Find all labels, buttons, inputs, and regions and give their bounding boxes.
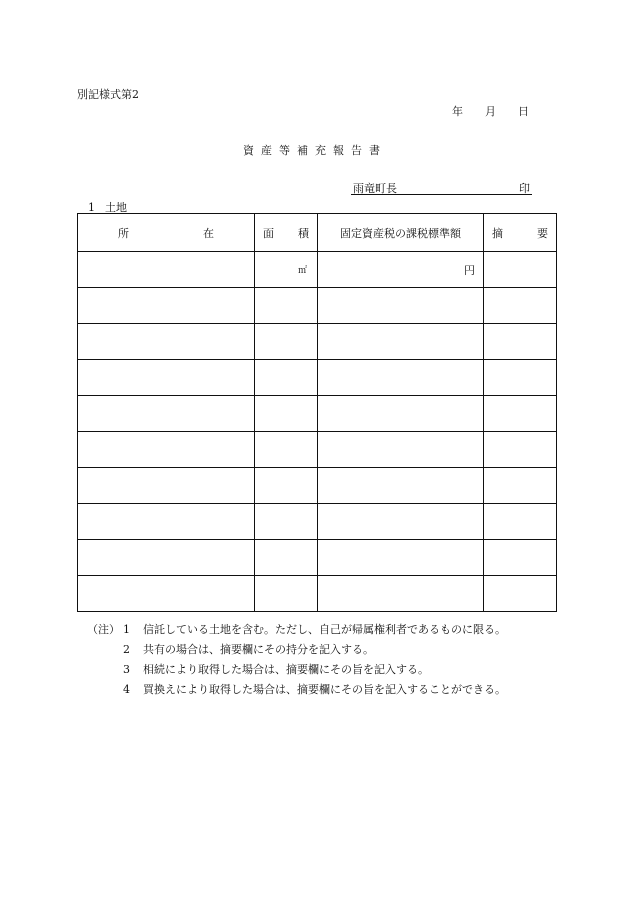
remarks-cell[interactable] <box>484 252 557 288</box>
remarks-cell[interactable] <box>484 576 557 612</box>
notes-section <box>87 620 506 700</box>
location-cell[interactable] <box>78 252 255 288</box>
location-cell[interactable] <box>78 396 255 432</box>
note-item <box>87 680 506 700</box>
remarks-cell[interactable] <box>484 324 557 360</box>
note-text: 相続により取得した場合は、摘要欄にその旨を記入する。 <box>143 663 429 676</box>
table-row <box>78 324 557 360</box>
remarks-cell[interactable] <box>484 360 557 396</box>
form-identifier: 別記様式第2 <box>77 88 139 101</box>
tax-value-cell[interactable] <box>318 540 484 576</box>
table-row <box>78 468 557 504</box>
note-text: 共有の場合は、摘要欄にその持分を記入する。 <box>143 643 374 656</box>
tax-value-cell[interactable] <box>318 504 484 540</box>
remarks-cell[interactable] <box>484 504 557 540</box>
header-tax-value: 固定資産税の課税標準額 <box>318 214 484 252</box>
tax-value-cell[interactable] <box>318 360 484 396</box>
date-line <box>452 103 529 119</box>
location-cell[interactable] <box>78 576 255 612</box>
note-number: 2 <box>123 643 130 656</box>
location-cell[interactable] <box>78 324 255 360</box>
note-item <box>87 620 506 640</box>
tax-value-cell[interactable] <box>318 252 484 288</box>
header-remarks <box>484 214 557 252</box>
header-remarks-part1: 摘 <box>492 226 503 240</box>
section-number: 1 <box>88 201 95 214</box>
table-row <box>78 432 557 468</box>
area-unit: ㎡ <box>297 266 307 276</box>
table-row <box>78 576 557 612</box>
table-row <box>78 288 557 324</box>
location-cell[interactable] <box>78 540 255 576</box>
table-row <box>78 360 557 396</box>
note-number: 4 <box>123 683 130 696</box>
remarks-cell[interactable] <box>484 468 557 504</box>
note-item <box>87 660 506 680</box>
tax-value-cell[interactable] <box>318 396 484 432</box>
note-text: 買換えにより取得した場合は、摘要欄にその旨を記入することができる。 <box>143 683 506 696</box>
note-item <box>87 640 506 660</box>
recipient-name: 雨竜町長 <box>353 182 397 195</box>
recipient-line <box>351 180 532 195</box>
remarks-cell[interactable] <box>484 432 557 468</box>
remarks-cell[interactable] <box>484 540 557 576</box>
area-cell[interactable] <box>255 324 318 360</box>
document-title: 資産等補充報告書 <box>243 144 387 157</box>
header-location <box>78 214 255 252</box>
location-cell[interactable] <box>78 468 255 504</box>
notes-label: （注） <box>87 623 120 636</box>
tax-value-cell[interactable] <box>318 432 484 468</box>
location-cell[interactable] <box>78 504 255 540</box>
area-cell[interactable] <box>255 468 318 504</box>
table-row <box>78 540 557 576</box>
remarks-cell[interactable] <box>484 396 557 432</box>
seal-mark: 印 <box>519 182 530 195</box>
tax-value-cell[interactable] <box>318 324 484 360</box>
note-number: 3 <box>123 663 130 676</box>
area-cell[interactable] <box>255 288 318 324</box>
table-row <box>78 504 557 540</box>
note-text: 信託している土地を含む。ただし、自己が帰属権利者であるものに限る。 <box>143 623 506 636</box>
note-number: 1 <box>123 623 130 636</box>
area-cell[interactable] <box>255 540 318 576</box>
land-table <box>77 213 557 612</box>
table-row <box>78 252 557 288</box>
tax-value-cell[interactable] <box>318 468 484 504</box>
area-cell[interactable] <box>255 504 318 540</box>
header-remarks-part2: 要 <box>537 226 548 240</box>
year-label: 年 <box>452 105 463 118</box>
location-cell[interactable] <box>78 360 255 396</box>
area-cell[interactable] <box>255 360 318 396</box>
month-label: 月 <box>485 105 496 118</box>
yen-unit: 円 <box>464 263 475 277</box>
day-label: 日 <box>518 105 529 118</box>
location-cell[interactable] <box>78 288 255 324</box>
header-area-part1: 面 <box>263 226 274 240</box>
header-area-part2: 積 <box>298 226 309 240</box>
remarks-cell[interactable] <box>484 288 557 324</box>
tax-value-cell[interactable] <box>318 288 484 324</box>
area-cell[interactable] <box>255 396 318 432</box>
header-location-part1: 所 <box>118 226 129 240</box>
section-label: 土地 <box>105 201 127 214</box>
table-header-row <box>78 214 557 252</box>
area-cell[interactable] <box>255 432 318 468</box>
table-row <box>78 396 557 432</box>
area-cell[interactable] <box>255 576 318 612</box>
location-cell[interactable] <box>78 432 255 468</box>
area-cell[interactable] <box>255 252 318 288</box>
tax-value-cell[interactable] <box>318 576 484 612</box>
header-location-part2: 在 <box>203 226 214 240</box>
header-area <box>255 214 318 252</box>
